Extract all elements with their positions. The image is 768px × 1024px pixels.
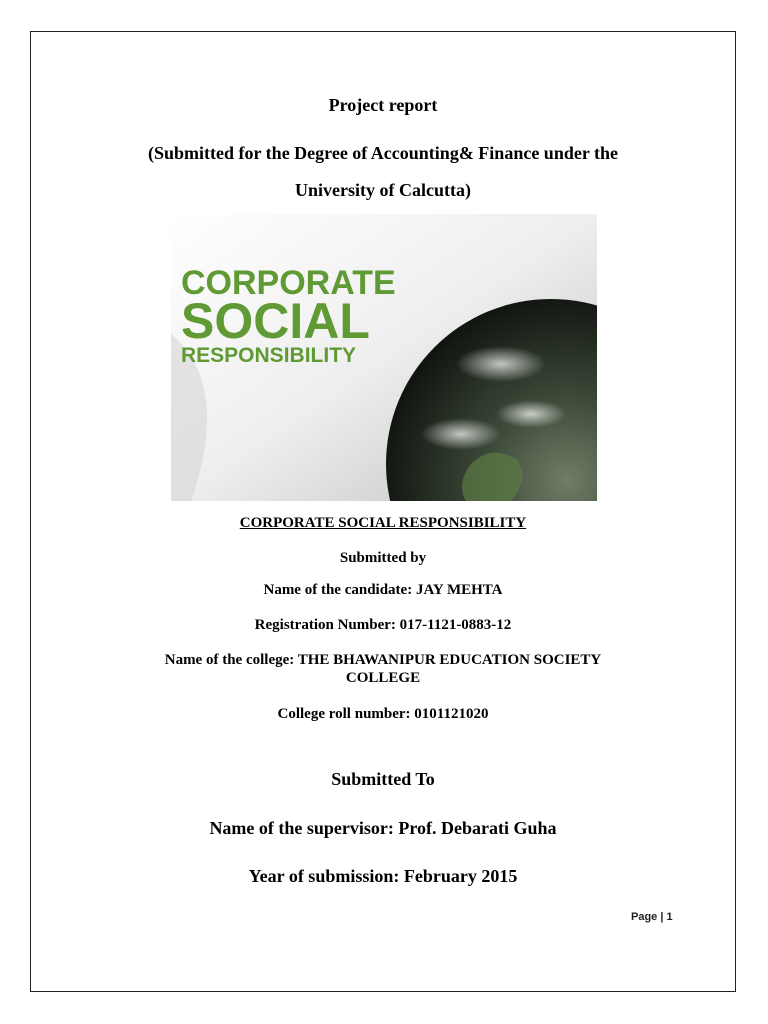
page-number: Page | 1 (631, 911, 673, 923)
report-title: Project report (328, 95, 438, 115)
roll-number: College roll number: 0101121020 (277, 706, 489, 722)
supervisor-name: Name of the supervisor: Prof. Debarati Guha (209, 818, 557, 838)
report-subtitle-line2: University of Calcutta) (295, 180, 471, 200)
submitted-by-label: Submitted by (339, 550, 427, 566)
college-name-line2: COLLEGE (345, 670, 421, 686)
college-name (30, 651, 736, 687)
image-word-responsibility: RESPONSIBILITY (181, 344, 357, 367)
cover-image (171, 214, 597, 501)
image-word-social: SOCIAL (181, 293, 370, 349)
college-name-line1: Name of the college: THE BHAWANIPUR EDUCATION SOCIETY (164, 652, 602, 668)
candidate-name: Name of the candidate: JAY MEHTA (263, 582, 503, 598)
page-border (30, 31, 736, 992)
registration-number: Registration Number: 017-1121-0883-12 (254, 617, 512, 633)
submitted-to-label: Submitted To (331, 769, 435, 789)
submission-year: Year of submission: February 2015 (248, 866, 518, 886)
image-word-corporate: CORPORATE (181, 264, 396, 302)
topic-heading: CORPORATE SOCIAL RESPONSIBILITY (239, 515, 527, 531)
report-subtitle-line1: (Submitted for the Degree of Accounting& Finance under the (148, 143, 618, 163)
